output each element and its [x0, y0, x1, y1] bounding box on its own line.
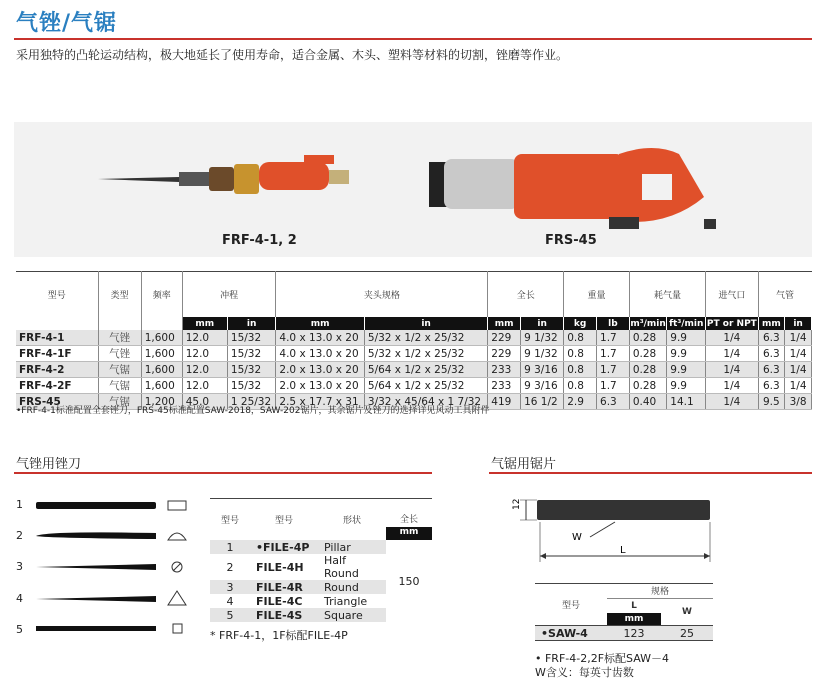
spec-cell-freq: 1,600	[141, 346, 182, 362]
spec-cell-m3: 0.28	[629, 378, 666, 394]
file-cell-no: 2	[226, 560, 234, 574]
file-header-no: 型号	[220, 515, 239, 526]
file-length-value: 150	[386, 540, 432, 622]
file-cell-model: •FILE-4P	[256, 540, 310, 554]
spec-cell-hose-mm: 9.5	[758, 394, 785, 410]
files-heading: 气锉用锉刀	[16, 457, 82, 472]
spec-cell-inlet: 1/4	[706, 378, 758, 394]
spec-cell-stroke-in: 15/32	[227, 378, 276, 394]
header-air: 耗气量	[629, 271, 705, 317]
file-illustrations	[16, 498, 196, 638]
spec-cell-chuck-in: 5/64 x 1/2 x 25/32	[364, 378, 487, 394]
file-cell-shape: Pillar	[324, 540, 351, 554]
file-number: 3	[16, 560, 23, 573]
unit-cell: mm	[182, 317, 227, 330]
spec-cell-stroke-mm: 45.0	[182, 394, 227, 410]
spec-cell-hose-mm: 6.3	[758, 330, 785, 346]
saw-height-label: 12	[512, 498, 522, 510]
spec-cell-len-in: 9 3/16	[521, 362, 564, 378]
saw-table	[535, 583, 713, 641]
spec-cell-stroke-mm: 12.0	[182, 330, 227, 346]
spec-cell-hose-in: 1/4	[785, 378, 812, 394]
spec-cell-type: 气锯	[98, 394, 141, 410]
saw-row	[535, 626, 713, 641]
unit-cell: m³/min	[630, 318, 666, 329]
spec-cell-hose-mm: 6.3	[758, 362, 785, 378]
header-weight: 重量	[564, 271, 630, 317]
file-number: 2	[16, 529, 23, 542]
spec-cell-chuck-mm: 2.0 x 13.0 x 20	[276, 362, 364, 378]
photo-caption-frs: FRS-45	[545, 233, 597, 248]
spec-cell-type: 气锉	[98, 346, 141, 362]
spec-cell-lb: 1.7	[597, 330, 630, 346]
file-cell-model: FILE-4C	[256, 594, 303, 608]
saw-w-value: 25	[680, 626, 694, 640]
file-number: 4	[16, 592, 23, 605]
spec-cell-stroke-mm: 12.0	[182, 362, 227, 378]
header-stroke: 冲程	[182, 271, 276, 317]
file-cell-model: FILE-4S	[256, 608, 303, 622]
spec-note: •FRF-4-1标准配置全套锉刀，FRS-45标准配置SAW-2018，SAW-202锯片，其余锯片及锉刀的选择详见风动工具附件	[16, 406, 490, 416]
spec-cell-freq: 1,600	[141, 330, 182, 346]
spec-cell-m3: 0.40	[629, 394, 666, 410]
unit-cell: in	[785, 317, 812, 330]
spec-cell-stroke-mm: 12.0	[182, 378, 227, 394]
saw-note-2: W含义：每英寸齿数	[535, 666, 634, 679]
unit-cell: in	[227, 317, 276, 330]
page-title: 气锉/气锯	[16, 11, 118, 36]
saw-divider	[489, 472, 812, 474]
spec-cell-hose-in: 1/4	[785, 346, 812, 362]
spec-cell-len-in: 9 1/32	[521, 346, 564, 362]
spec-cell-hose-mm: 6.3	[758, 378, 785, 394]
header-freq: 频率	[141, 271, 182, 317]
file-cell-no: 5	[226, 608, 234, 622]
unit-cell: ft³/min	[667, 317, 706, 330]
file-header-model: 型号	[274, 515, 293, 526]
saw-header-model: 型号	[561, 600, 580, 611]
spec-cell-freq: 1,600	[141, 378, 182, 394]
spec-cell-chuck-mm: 2.5 x 17.7 x 31	[276, 394, 364, 410]
spec-cell-lb: 6.3	[597, 394, 630, 410]
spec-cell-chuck-in: 5/32 x 1/2 x 25/32	[364, 346, 487, 362]
title-divider	[14, 38, 812, 40]
spec-cell-len-mm: 233	[488, 378, 521, 394]
spec-cell-len-mm: 419	[488, 394, 521, 410]
spec-cell-freq: 1,600	[141, 362, 182, 378]
file-row	[210, 540, 432, 554]
file-cell-no: 3	[226, 580, 234, 594]
file-cell-model: FILE-4H	[256, 560, 304, 574]
photo-caption-frf: FRF-4-1, 2	[222, 233, 297, 248]
intro-text: 采用独特的凸轮运动结构，极大地延长了使用寿命，适合金属、木头、塑料等材料的切割，锉磨等作业。	[16, 48, 569, 62]
file-header-unit: mm	[386, 527, 432, 540]
spec-table	[16, 271, 812, 410]
spec-row	[16, 330, 812, 346]
spec-cell-model: FRF-4-2	[16, 362, 98, 378]
spec-cell-inlet: 1/4	[706, 394, 758, 410]
file-table	[210, 498, 432, 622]
product-photo-band	[14, 122, 812, 257]
saw-header-unit: mm	[607, 613, 661, 626]
spec-cell-lb: 1.7	[597, 362, 630, 378]
spec-cell-chuck-mm: 4.0 x 13.0 x 20	[276, 330, 364, 346]
file-cell-model: FILE-4R	[256, 580, 303, 594]
spec-cell-ft3: 14.1	[667, 394, 706, 410]
spec-cell-stroke-in: 15/32	[227, 346, 276, 362]
saw-blade-diagram	[500, 490, 720, 570]
spec-cell-ft3: 9.9	[667, 330, 706, 346]
file-header-length	[386, 498, 432, 540]
file-note: * FRF-4-1，1F标配FILE-4P	[210, 629, 348, 642]
unit-cell: kg	[564, 317, 597, 330]
tool-illustrations	[14, 122, 812, 257]
spec-row	[16, 346, 812, 362]
saw-heading: 气锯用锯片	[491, 457, 557, 472]
saw-header-l: L	[631, 600, 637, 611]
file-cell-no: 1	[226, 540, 234, 554]
unit-cell: in	[364, 317, 487, 330]
spec-cell-kg: 0.8	[564, 330, 597, 346]
header-hose: 气管	[775, 290, 794, 301]
unit-cell: mm	[758, 317, 785, 330]
saw-header-w: W	[682, 607, 692, 617]
spec-cell-chuck-mm: 4.0 x 13.0 x 20	[276, 346, 364, 362]
spec-cell-type: 气锯	[98, 362, 141, 378]
spec-cell-stroke-in: 15/32	[227, 330, 276, 346]
unit-cell: mm	[488, 317, 521, 330]
files-divider	[14, 472, 432, 474]
spec-cell-type: 气锉	[98, 330, 141, 346]
spec-cell-hose-in: 1/4	[785, 362, 812, 378]
header-length: 全长	[488, 271, 564, 317]
spec-cell-model: FRS-45	[16, 394, 98, 410]
spec-cell-chuck-mm: 2.0 x 13.0 x 20	[276, 378, 364, 394]
spec-cell-inlet: 1/4	[706, 346, 758, 362]
spec-cell-type: 气锯	[98, 378, 141, 394]
file-shapes	[16, 498, 196, 638]
header-model: 型号	[16, 271, 98, 317]
spec-cell-freq: 1,200	[141, 394, 182, 410]
file-cell-shape: Triangle	[324, 594, 368, 608]
header-inlet: 进气口	[706, 271, 758, 317]
spec-cell-chuck-in: 3/32 x 45/64 x 1 7/32	[364, 394, 487, 410]
spec-cell-m3: 0.28	[629, 362, 666, 378]
file-number: 5	[16, 623, 23, 636]
spec-cell-hose-in: 3/8	[785, 394, 812, 410]
spec-cell-lb: 1.7	[597, 346, 630, 362]
unit-cell: in	[521, 317, 564, 330]
unit-cell: lb	[597, 317, 630, 330]
spec-cell-stroke-mm: 12.0	[182, 346, 227, 362]
spec-cell-hose-mm: 6.3	[758, 346, 785, 362]
spec-cell-hose-in: 1/4	[785, 330, 812, 346]
unit-cell: mm	[276, 317, 364, 330]
saw-l-label: L	[620, 545, 626, 556]
saw-model: •SAW-4	[541, 626, 588, 640]
spec-cell-len-mm: 229	[488, 346, 521, 362]
spec-row	[16, 362, 812, 378]
spec-cell-kg: 0.8	[564, 378, 597, 394]
file-cell-no: 4	[226, 594, 234, 608]
header-chuck: 夹头规格	[276, 271, 488, 317]
spec-cell-model: FRF-4-1F	[16, 346, 98, 362]
spec-cell-ft3: 9.9	[667, 378, 706, 394]
spec-cell-lb: 1.7	[597, 378, 630, 394]
spec-cell-len-mm: 229	[488, 330, 521, 346]
spec-cell-inlet: 1/4	[706, 330, 758, 346]
spec-cell-m3: 0.28	[629, 330, 666, 346]
file-cell-shape: Round	[324, 580, 359, 594]
file-cell-shape: Half Round	[324, 554, 359, 580]
spec-cell-len-mm: 233	[488, 362, 521, 378]
spec-cell-chuck-in: 5/32 x 1/2 x 25/32	[364, 330, 487, 346]
frs-45-tool-image	[429, 148, 716, 229]
file-cell-shape: Square	[324, 608, 363, 622]
spec-cell-model: FRF-4-2F	[16, 378, 98, 394]
spec-cell-kg: 2.9	[564, 394, 597, 410]
spec-cell-m3: 0.28	[629, 346, 666, 362]
spec-cell-inlet: 1/4	[706, 362, 758, 378]
spec-cell-ft3: 9.9	[667, 346, 706, 362]
header-type: 类型	[98, 271, 141, 317]
file-header-length-label: 全长	[399, 515, 418, 525]
file-header-shape: 形状	[342, 515, 361, 526]
spec-cell-len-in: 9 1/32	[521, 330, 564, 346]
saw-w-label: W	[572, 532, 582, 543]
spec-cell-len-in: 16 1/2	[521, 394, 564, 410]
saw-header-spec: 规格	[607, 583, 713, 599]
saw-note-1: • FRF-4-2,2F标配SAW－4	[535, 652, 670, 665]
spec-cell-len-in: 9 3/16	[521, 378, 564, 394]
spec-cell-ft3: 9.9	[667, 362, 706, 378]
spec-cell-kg: 0.8	[564, 362, 597, 378]
spec-cell-model: FRF-4-1	[16, 330, 98, 346]
spec-cell-kg: 0.8	[564, 346, 597, 362]
saw-l-value: 123	[623, 626, 645, 640]
spec-row	[16, 378, 812, 394]
spec-cell-stroke-in: 1 25/32	[227, 394, 276, 410]
spec-cell-stroke-in: 15/32	[227, 362, 276, 378]
unit-cell: PT or NPT	[706, 318, 757, 329]
file-number: 1	[16, 498, 23, 511]
frf-4-tool-image	[98, 155, 349, 194]
spec-cell-chuck-in: 5/64 x 1/2 x 25/32	[364, 362, 487, 378]
